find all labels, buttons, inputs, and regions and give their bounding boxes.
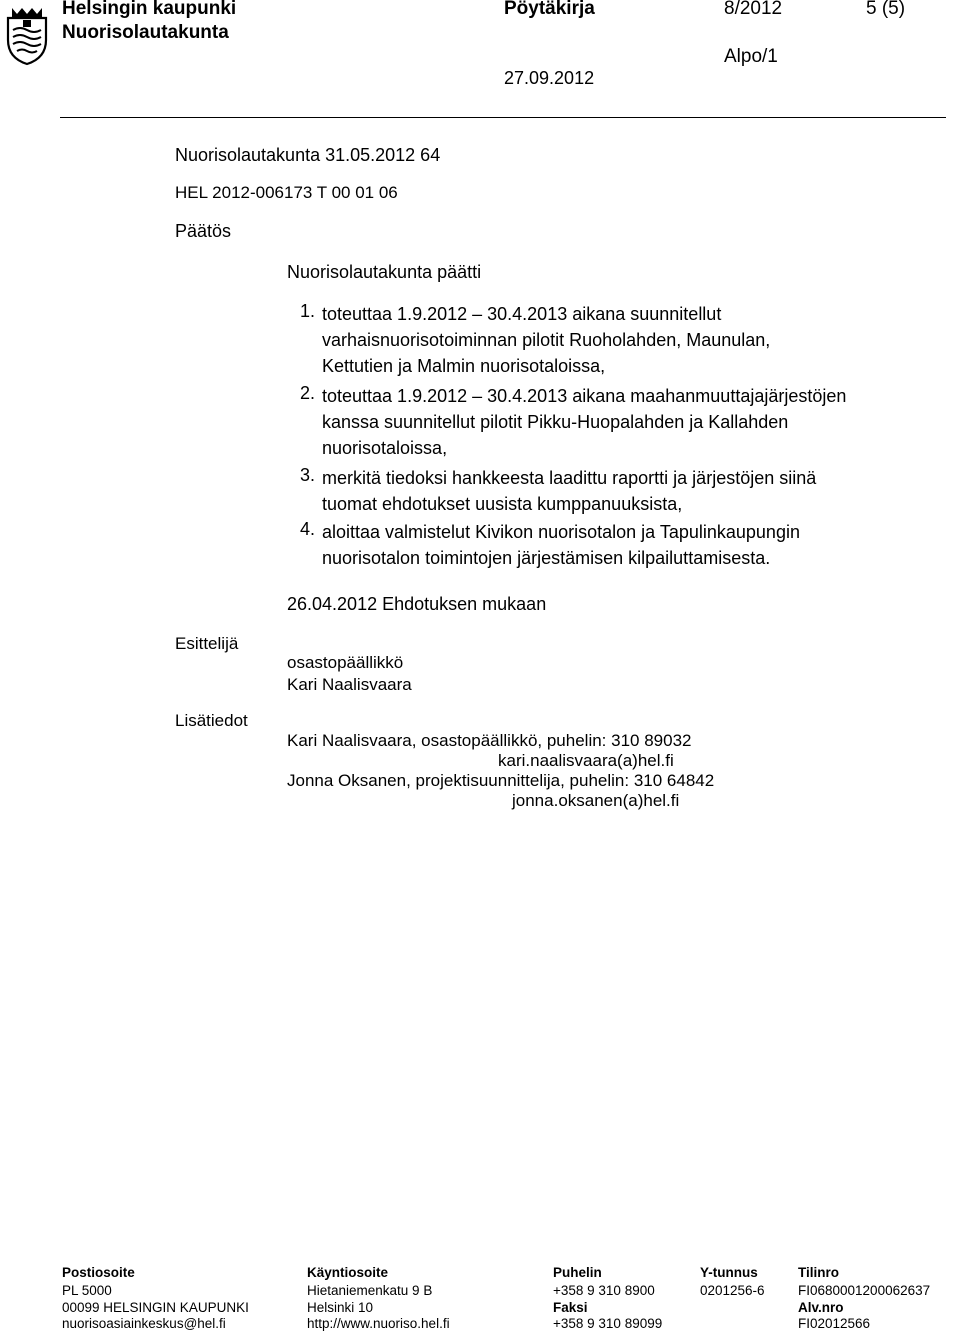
footer-visit-street: Hietaniemenkatu 9 B xyxy=(307,1283,433,1298)
decision-number: 1. xyxy=(300,301,316,321)
info-label: Lisätiedot xyxy=(175,711,248,730)
decision-number: 4. xyxy=(300,519,316,539)
contact-1: Kari Naalisvaara, osastopäällikkö, puhelin: 310 89032 xyxy=(287,731,692,750)
decision-item: toteuttaa 1.9.2012 – 30.4.2013 aikana maahanmuuttajajärjestöjen kanssa suunnitellut pilotit Pikku-Huopalahden ja Kallahden nuorisotaloissa, xyxy=(322,386,847,458)
decision-intro: Nuorisolautakunta päätti xyxy=(287,262,482,282)
contact-2-email: jonna.oksanen(a)hel.fi xyxy=(512,791,680,810)
footer-business-id-heading: Y-tunnus xyxy=(700,1265,758,1280)
footer-postal-box: PL 5000 xyxy=(62,1283,112,1298)
document-type: Pöytäkirja xyxy=(504,0,595,19)
helsinki-crest-icon xyxy=(4,4,50,66)
footer-account-heading: Tilinro xyxy=(798,1265,840,1280)
header-divider xyxy=(60,117,946,118)
footer-business-id: 0201256-6 xyxy=(700,1283,765,1298)
footer-vat: FI02012566 xyxy=(798,1316,871,1331)
reference-line-1: Nuorisolautakunta 31.05.2012 64 xyxy=(175,145,441,165)
organization-name: Helsingin kaupunki xyxy=(62,0,237,19)
contact-1-email: kari.naalisvaara(a)hel.fi xyxy=(498,751,674,770)
presenter-name: Kari Naalisvaara xyxy=(287,675,412,694)
agenda-item: Alpo/1 xyxy=(724,46,778,67)
proposal-note: 26.04.2012 Ehdotuksen mukaan xyxy=(287,594,547,614)
section-label: Päätös xyxy=(175,221,232,241)
meeting-date: 27.09.2012 xyxy=(504,68,595,88)
decision-number: 2. xyxy=(300,383,316,403)
decision-item: toteuttaa 1.9.2012 – 30.4.2013 aikana suunnitellut varhaisnuorisotoiminnan pilotit Ruoholahden, Maunulan, Kettutien ja Malmin nuorisotaloissa, xyxy=(322,304,771,376)
decision-number: 3. xyxy=(300,465,316,485)
footer-fax-heading: Faksi xyxy=(553,1300,588,1315)
footer-postal-city: 00099 HELSINGIN KAUPUNKI xyxy=(62,1300,249,1315)
footer-phone: +358 9 310 8900 xyxy=(553,1283,655,1298)
decision-item: aloittaa valmistelut Kivikon nuorisotalon ja Tapulinkaupungin nuorisotalon toimintojen järjestämisen kilpailuttamisesta. xyxy=(322,522,800,568)
footer-website: http://www.nuoriso.hel.fi xyxy=(307,1316,450,1331)
footer-postal-heading: Postiosoite xyxy=(62,1265,135,1280)
footer-fax: +358 9 310 89099 xyxy=(553,1316,663,1331)
footer-visit-heading: Käyntiosoite xyxy=(307,1265,389,1280)
unit-name: Nuorisolautakunta xyxy=(62,22,229,43)
presenter-label: Esittelijä xyxy=(175,634,239,653)
contact-2: Jonna Oksanen, projektisuunnittelija, puhelin: 310 64842 xyxy=(287,771,715,790)
footer-visit-city: Helsinki 10 xyxy=(307,1300,374,1315)
footer-vat-heading: Alv.nro xyxy=(798,1300,844,1315)
footer-email: nuorisoasiainkeskus@hel.fi xyxy=(62,1316,226,1331)
footer-phone-heading: Puhelin xyxy=(553,1265,602,1280)
reference-line-2: HEL 2012-006173 T 00 01 06 xyxy=(175,183,398,202)
footer-account: FI0680001200062637 xyxy=(798,1283,931,1298)
decision-item: merkitä tiedoksi hankkeesta laadittu raportti ja järjestöjen siinä tuomat ehdotukset uusista kumppanuuksista, xyxy=(322,468,817,514)
document-number: 8/2012 xyxy=(724,0,783,19)
presenter-title: osastopäällikkö xyxy=(287,653,404,672)
page-number: 5 (5) xyxy=(866,0,906,19)
